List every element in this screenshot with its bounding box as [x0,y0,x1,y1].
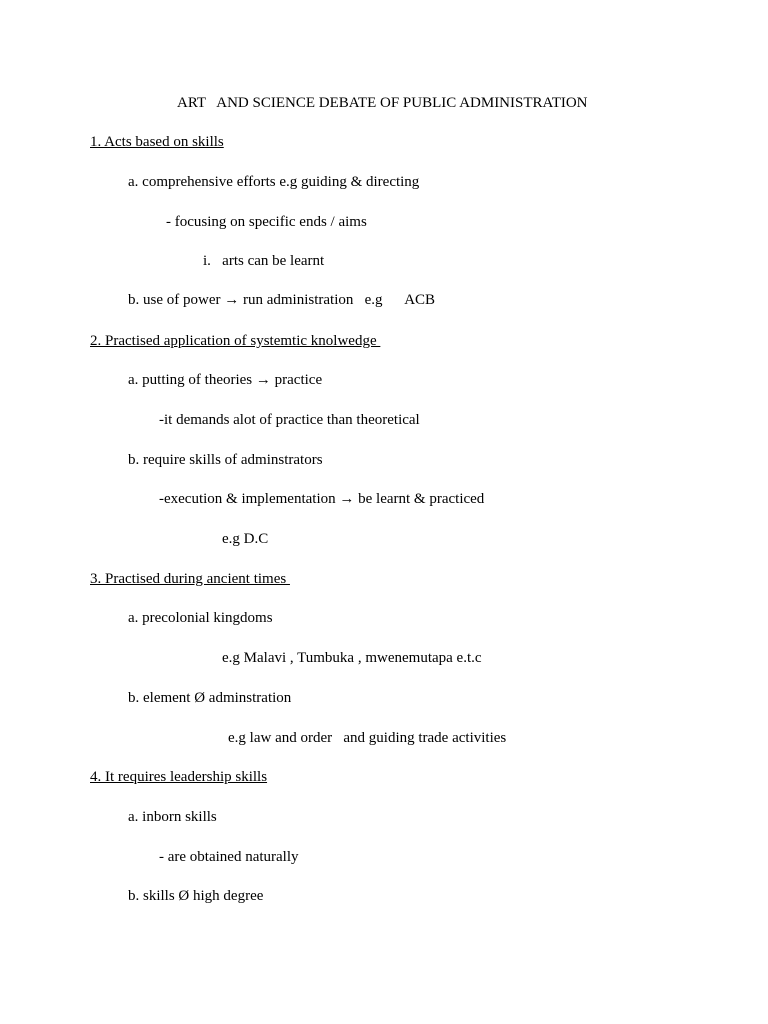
section-heading: 2. Practised application of systemtic knolwedge [90,333,381,349]
section-heading: 3. Practised during ancient times [90,571,290,587]
document-title: ART AND SCIENCE DEBATE OF PUBLIC ADMINISTRATION [177,95,588,111]
section-heading: 1. Acts based on skills [90,134,224,150]
section-heading: 4. It requires leadership skills [90,769,268,785]
list-item: b. require skills of adminstrators [128,452,323,468]
list-item: - are obtained naturally [159,849,299,865]
list-item: a. putting of theories → practice [128,372,323,388]
list-item: -it demands alot of practice than theoretical [159,412,420,428]
list-item: e.g D.C [222,531,269,547]
list-item: e.g Malavi , Tumbuka , mwenemutapa e.t.c [222,650,482,666]
list-item: a. precolonial kingdoms [128,610,273,626]
list-item: b. use of power → run administration e.g ACB [128,292,436,308]
list-item: i. arts can be learnt [203,253,325,269]
list-item: b. element Ø adminstration [128,690,292,706]
list-item: -execution & implementation → be learnt & practiced [159,491,485,507]
list-item: e.g law and order and guiding trade activities [228,730,507,746]
list-item: a. comprehensive efforts e.g guiding & directing [128,174,420,190]
list-item: - focusing on specific ends / aims [166,214,367,230]
list-item: b. skills Ø high degree [128,888,264,904]
list-item: a. inborn skills [128,809,217,825]
